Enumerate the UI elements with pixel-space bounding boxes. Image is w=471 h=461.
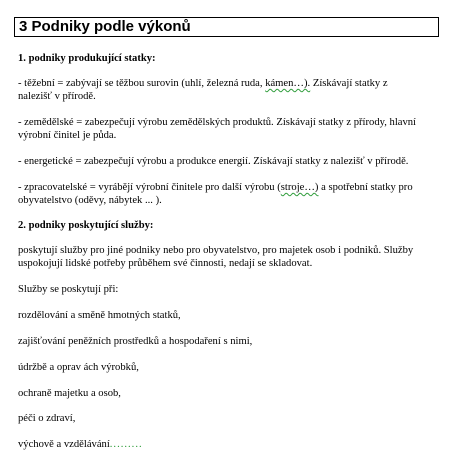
service-item: zajišťování peněžních prostředků a hospodaření s nimi,	[18, 336, 253, 347]
mining-text-tail: Získávají statky z	[310, 78, 388, 89]
mining-line-1	[18, 77, 388, 90]
page-title: 3 Podniky podle výkonů	[14, 17, 439, 37]
section2-heading: 2. podniky poskytující služby:	[18, 220, 154, 231]
service-item: ochraně majetku a osob,	[18, 388, 121, 399]
services-para-line-1: poskytují služby pro jiné podniky nebo pro obyvatelstvo, pro majetek osob i podniků. Služby	[18, 245, 414, 256]
agri-line-2: výrobní činitel je půda.	[18, 130, 117, 141]
service-item-last	[18, 438, 143, 451]
processing-spell-flag: stroje…)	[280, 182, 319, 193]
processing-line-1	[18, 181, 413, 194]
energy-line-1: - energetické = zabezpečují výrobu a produkce energií. Získávají statky z nalezišť v přírodě.	[18, 156, 409, 167]
service-item: rozdělování a směně hmotných statků,	[18, 310, 181, 321]
service-item: péči o zdraví,	[18, 413, 76, 424]
mining-spell-flag: kámen…).	[265, 78, 311, 89]
processing-text: - zpracovatelské = vyrábějí výrobní činitele pro další výrobu (	[18, 182, 281, 193]
service-item-text: výchově a vzdělávání	[18, 439, 110, 450]
service-item: údržbě a oprav ách výrobků,	[18, 362, 139, 373]
services-intro: Služby se poskytují při:	[18, 284, 119, 295]
section1-heading: 1. podniky produkující statky:	[18, 53, 156, 64]
mining-line-2: nalezišť v přírodě.	[18, 91, 96, 102]
trailing-dots: .........	[109, 439, 143, 450]
services-para-line-2: uspokojují lidské potřeby průběhem své činnosti, nedají se skladovat.	[18, 258, 313, 269]
processing-text-tail: a spotřební statky pro	[318, 182, 413, 193]
processing-line-2: obyvatelstvo (oděvy, nábytek ... ).	[18, 195, 162, 206]
agri-line-1: - zemědělské = zabezpečují výrobu zemědělských produktů. Získávají statky z přírody, hlavní	[18, 117, 417, 128]
mining-text: - těžební = zabývají se těžbou surovin (uhlí, železná ruda,	[18, 78, 266, 89]
